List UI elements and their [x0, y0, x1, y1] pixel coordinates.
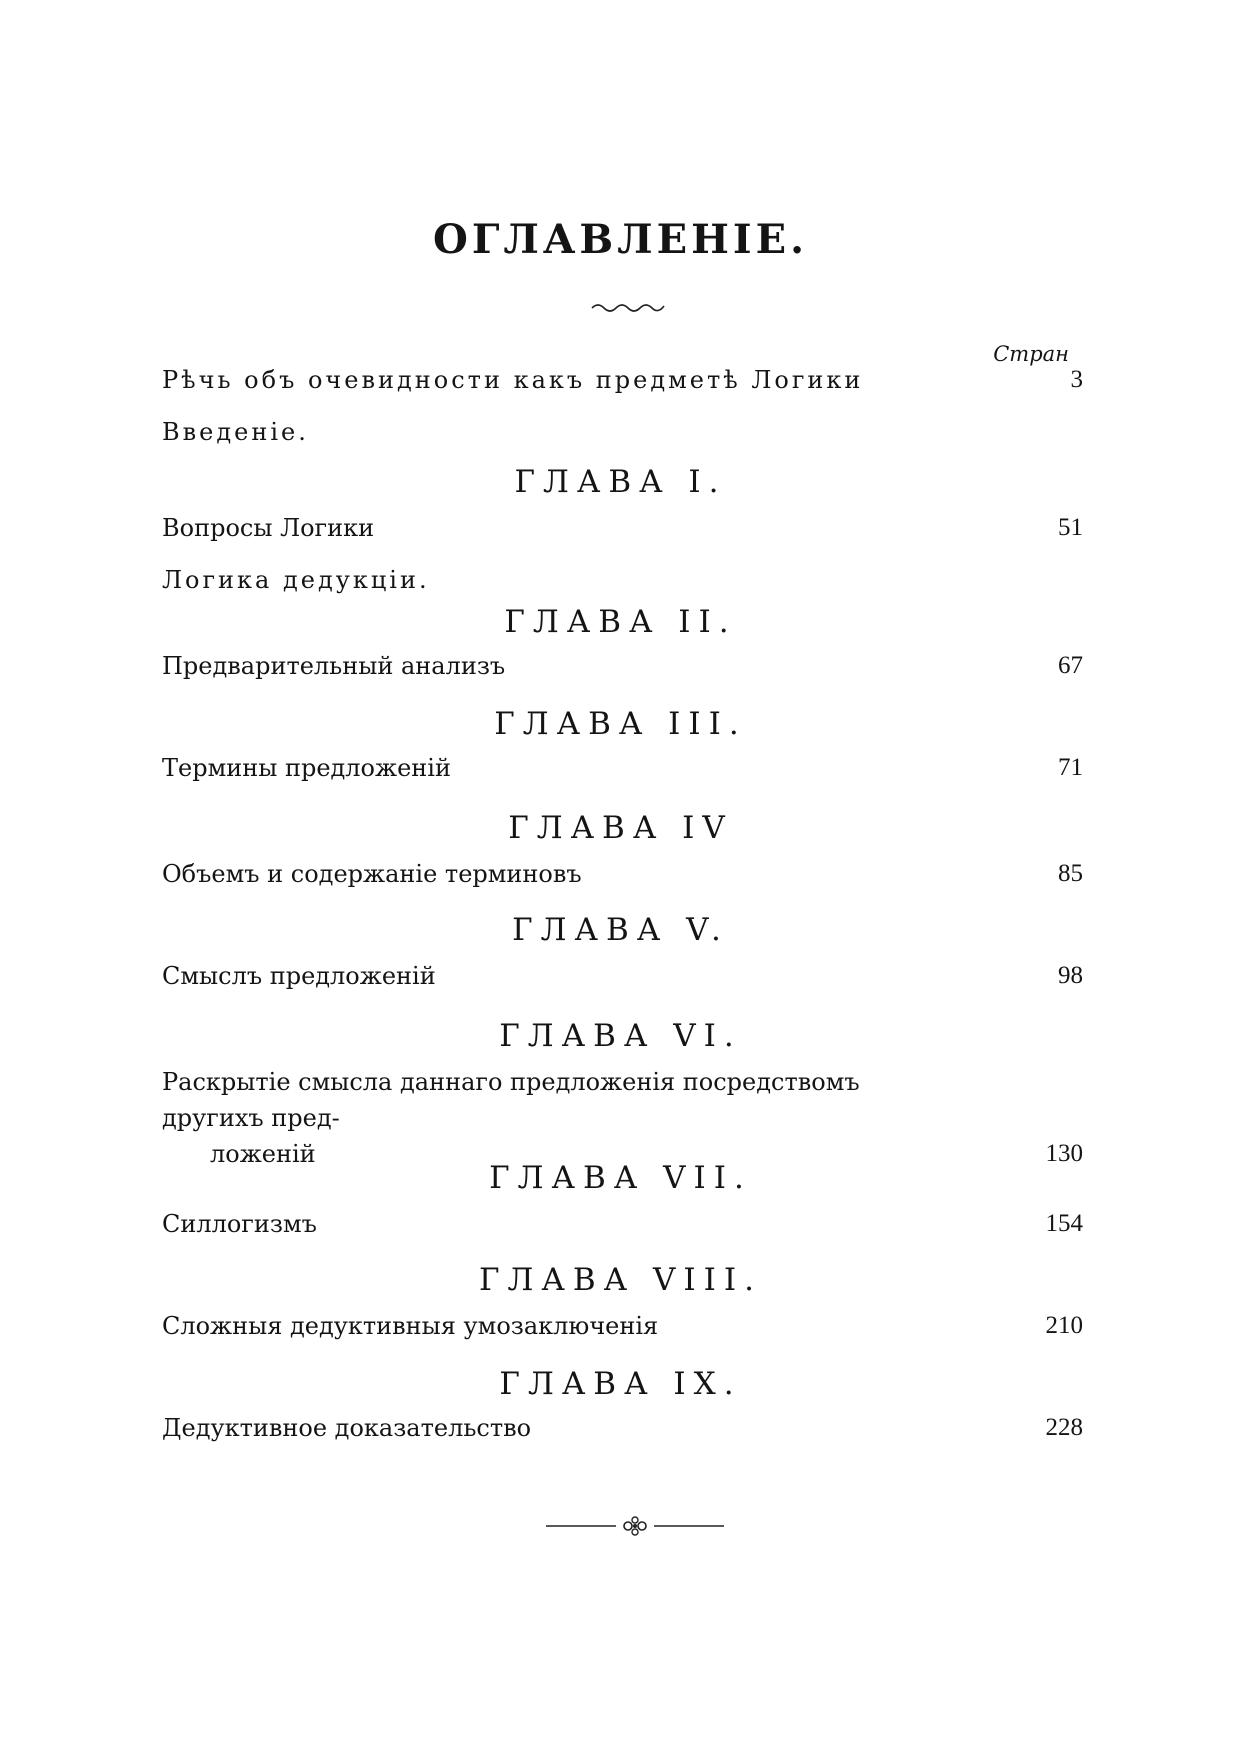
- toc-entry-section-deduction[interactable]: [162, 562, 1083, 598]
- toc-page-number: 154: [1045, 1210, 1083, 1237]
- toc-entry-label: Логика дедукціи.: [162, 566, 430, 594]
- toc-entry-label-continuation: ложеній: [210, 1140, 316, 1168]
- toc-entry-label: Смыслъ предложеній: [162, 962, 436, 990]
- wavy-ornament-icon: [590, 296, 670, 316]
- toc-entry-label: Введеніе.: [162, 418, 309, 446]
- toc-entry-label: Рѣчь объ очевидности какъ предметѣ Логики: [162, 366, 864, 394]
- toc-page-number: 130: [1045, 1140, 1083, 1167]
- toc-entry-ch8[interactable]: [162, 1308, 1083, 1344]
- chapter-heading-1: ГЛАВА I.: [514, 464, 727, 500]
- toc-entry-label: Силлогизмъ: [162, 1210, 317, 1238]
- toc-page-number: 3: [1070, 366, 1083, 393]
- page-column-header: Стран: [993, 342, 1069, 366]
- toc-page-number: 85: [1058, 860, 1083, 887]
- toc-entry-ch1[interactable]: [162, 510, 1083, 546]
- toc-entry-label: Сложныя дедуктивныя умозаключенія: [162, 1312, 659, 1340]
- toc-entry-label: Предварительный анализъ: [162, 652, 506, 680]
- toc-entry-label: Объемъ и содержаніе терминовъ: [162, 860, 582, 888]
- toc-entry-label: Вопросы Логики: [162, 514, 375, 542]
- toc-entry-ch7[interactable]: [162, 1206, 1083, 1242]
- chapter-heading-9: ГЛАВА IX.: [499, 1366, 742, 1402]
- chapter-heading-7: ГЛАВА VII.: [489, 1160, 752, 1196]
- toc-page-number: 67: [1058, 652, 1083, 679]
- toc-entry-preface[interactable]: [162, 362, 1083, 398]
- toc-page-number: 228: [1045, 1414, 1083, 1441]
- toc-entry-ch9[interactable]: [162, 1410, 1083, 1446]
- page-title: ОГЛАВЛЕНІЕ.: [433, 216, 808, 263]
- toc-entry-label: Термины предложеній: [162, 754, 451, 782]
- toc-entry-label: Раскрытіе смысла даннаго предложенія посредствомъ другихъ пред-: [162, 1068, 860, 1132]
- chapter-heading-6: ГЛАВА VI.: [499, 1018, 742, 1054]
- toc-entry-introduction[interactable]: [162, 414, 1083, 450]
- chapter-heading-2: ГЛАВА II.: [504, 604, 737, 640]
- toc-entry-ch4[interactable]: [162, 856, 1083, 892]
- toc-entry-ch2[interactable]: [162, 648, 1083, 684]
- toc-page-number: 51: [1058, 514, 1083, 541]
- chapter-heading-3: ГЛАВА III.: [494, 706, 747, 742]
- toc-page-number: 71: [1058, 754, 1083, 781]
- toc-page-number: 98: [1058, 962, 1083, 989]
- toc-entry-ch5[interactable]: [162, 958, 1083, 994]
- chapter-heading-5: ГЛАВА V.: [512, 912, 729, 948]
- toc-entry-label: Дедуктивное доказательство: [162, 1414, 532, 1442]
- toc-entry-ch3[interactable]: [162, 750, 1083, 786]
- chapter-heading-8: ГЛАВА VIII.: [479, 1262, 762, 1298]
- toc-page-number: 210: [1045, 1312, 1083, 1339]
- flourish-divider-icon: [544, 1514, 726, 1538]
- chapter-heading-4: ГЛАВА IV: [508, 810, 733, 846]
- toc-entry-ch6[interactable]: [162, 1064, 1083, 1172]
